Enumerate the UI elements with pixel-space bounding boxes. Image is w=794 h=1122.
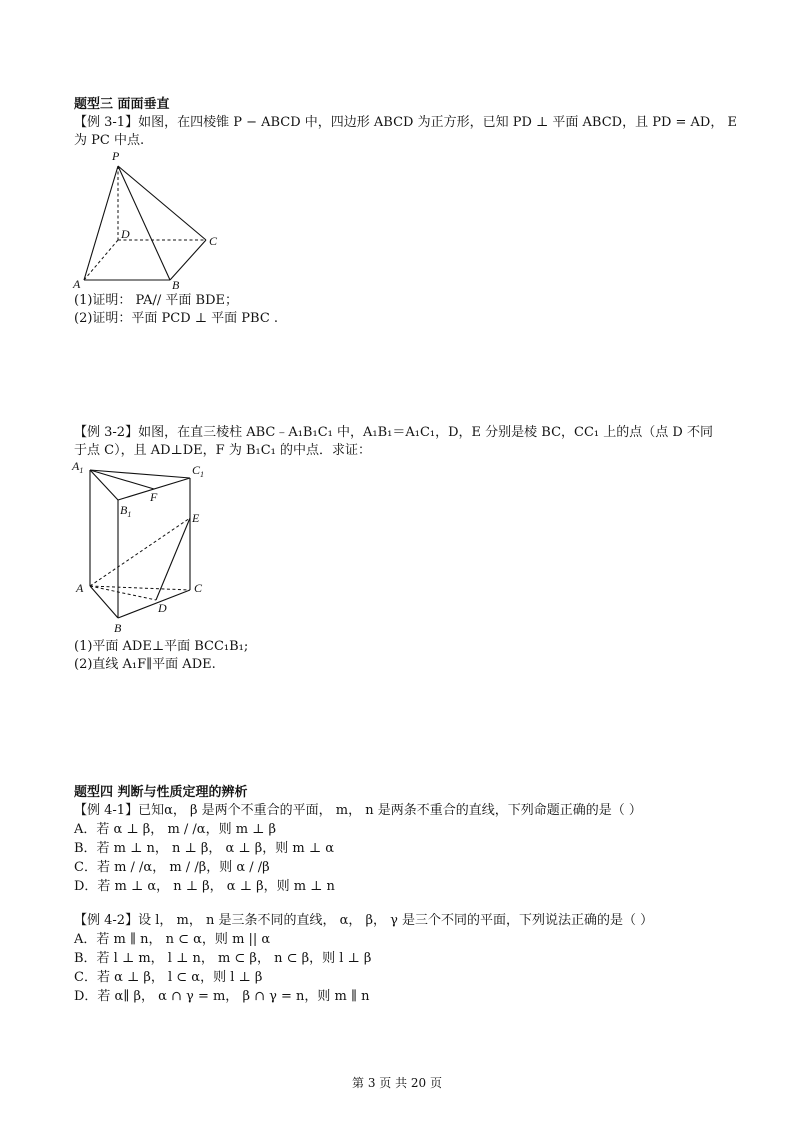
example-4-2-stem: 【例 4-2】设 l， m， n 是三条不同的直线， α， β， γ 是三个不同的平面，下列说法正确的是（ ） (74, 913, 654, 928)
label-c1: $C_1$ (192, 463, 205, 479)
section-heading-3: 题型三 面面垂直 (74, 97, 170, 112)
label-c: C (209, 234, 218, 248)
segment-ae (90, 518, 190, 586)
label-b1: $B_1$ (120, 503, 132, 519)
example-3-1-question-1: (1)证明： PA// 平面 BDE； (74, 293, 238, 308)
prism-figure (70, 458, 220, 636)
example-4-2-option-a: A．若 m ∥ n， n ⊂ α，则 m || α (74, 932, 271, 947)
example-3-1-stem-cont: 为 PC 中点. (74, 133, 145, 148)
example-3-1-stem: 【例 3-1】如图，在四棱锥 P − ABCD 中，四边形 ABCD 为正方形，已知 PD ⊥ 平面 ABCD，且 PD = AD， E (74, 115, 737, 130)
label-d: D (121, 227, 130, 241)
label-b: B (114, 621, 122, 635)
label-a: A (76, 581, 84, 595)
label-b: B (172, 278, 180, 292)
example-4-2-option-c: C．若 α ⊥ β， l ⊂ α，则 l ⊥ β (74, 970, 263, 985)
edge-pa (84, 166, 118, 280)
label-p: P (112, 149, 120, 163)
example-4-1-option-a: A．若 α ⊥ β， m / /α，则 m ⊥ β (74, 822, 277, 837)
edge-ac (90, 586, 190, 590)
example-3-2-stem: 【例 3-2】如图，在直三棱柱 ABC﹣A₁B₁C₁ 中，A₁B₁＝A₁C₁，D，E 分别是棱 BC，CC₁ 上的点（点 D 不同 (74, 425, 713, 440)
example-4-1-option-b: B．若 m ⊥ n， n ⊥ β， α ⊥ β，则 m ⊥ α (74, 841, 335, 856)
label-f: F (150, 490, 158, 504)
label-a1: $A_1$ (72, 459, 84, 475)
example-4-1-stem: 【例 4-1】已知α， β 是两个不重合的平面， m， n 是两条不重合的直线，下列命题正确的是（ ） (74, 803, 642, 818)
section-heading-4: 题型四 判断与性质定理的辨析 (74, 785, 248, 800)
label-e: E (192, 511, 200, 525)
example-4-1-option-c: C．若 m / /α， m / /β，则 α / /β (74, 860, 270, 875)
edge-pc (118, 166, 206, 240)
example-3-2-question-1: (1)平面 ADE⊥平面 BCC₁B₁; (74, 639, 249, 654)
label-c: C (194, 581, 203, 595)
edge-bc (170, 240, 206, 280)
example-4-2-option-d: D．若 α∥ β， α ∩ γ = m， β ∩ γ = n，则 m ∥ n (74, 989, 370, 1004)
label-d: D (158, 601, 167, 615)
example-3-2-stem-cont: 于点 C），且 AD⊥DE，F 为 B₁C₁ 的中点．求证： (74, 443, 372, 458)
page-footer: 第 3 页 共 20 页 (352, 1076, 442, 1090)
pyramid-figure (70, 148, 230, 290)
example-4-1-option-d: D．若 m ⊥ α， n ⊥ β， α ⊥ β，则 m ⊥ n (74, 879, 335, 894)
edge-pb (118, 166, 170, 280)
example-3-1-question-2: (2)证明：平面 PCD ⊥ 平面 PBC . (74, 311, 279, 326)
example-3-2-question-2: (2)直线 A₁F∥平面 ADE. (74, 657, 216, 672)
label-a: A (73, 277, 81, 291)
segment-de (156, 518, 190, 600)
edge-da (84, 240, 118, 280)
example-4-2-option-b: B．若 l ⊥ m， l ⊥ n， m ⊂ β， n ⊂ β，则 l ⊥ β (74, 951, 372, 966)
